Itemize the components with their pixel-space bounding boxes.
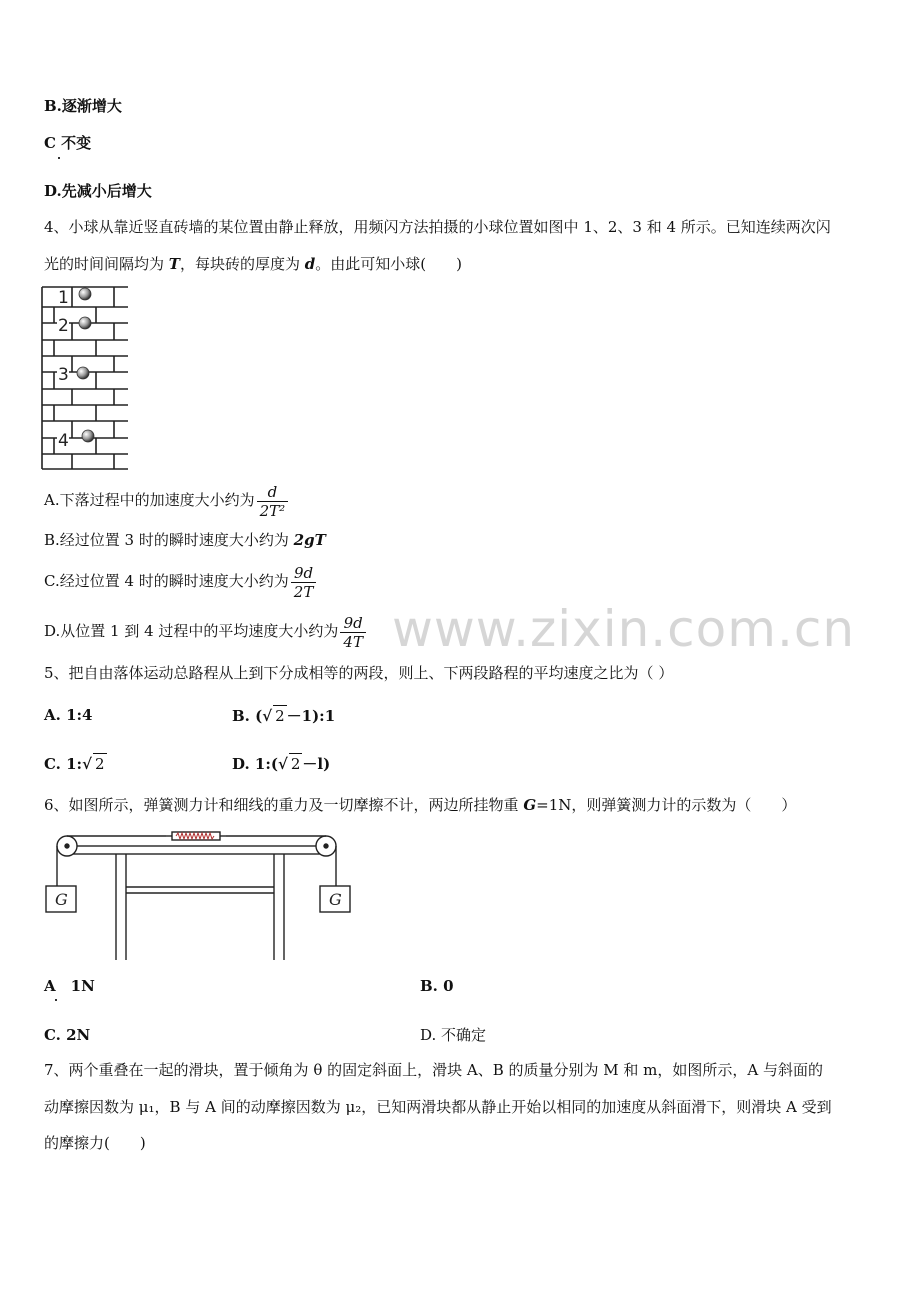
ball-position-1 [79,288,91,300]
q6-option-d: D. 不确定 [420,1026,487,1044]
fraction-c-num: 9d [291,564,317,583]
spring-scale-figure [44,830,354,960]
q5-option-a: A. 1:4 [44,706,93,724]
wall-label-3: 3 [58,365,69,385]
q6-stem-b: =1N，则弹簧测力计的示数为（ ） [536,796,797,814]
q5-option-b-post: －1):1 [286,707,336,725]
q5-option-d-post: －l) [302,755,331,773]
q5-option-c-pre: C. 1: [44,755,83,773]
ball-position-4 [82,430,94,442]
q6-stem [44,795,796,815]
ball-position-3 [77,367,89,379]
q7-stem-line3: 的摩擦力( ) [44,1134,146,1152]
q6-stem-G: G [523,796,537,814]
fraction-a-den: 2T² [259,501,286,520]
fraction-a [257,483,289,520]
q3-option-c: C 不变 [44,134,92,152]
q5-option-d-pre: D. 1:( [232,755,278,773]
q4-option-b-text: B.经过位置 3 时的瞬时速度大小约为 [44,531,294,549]
table-top [66,846,326,854]
q4-option-a-text: A.下落过程中的加速度大小约为 [44,491,255,509]
q3-option-b: B.逐渐增大 [44,97,122,115]
q6-option-c: C. 2N [44,1026,91,1044]
q4-option-b [44,530,326,550]
q4-stem-text-a: 光的时间间隔均为 [44,255,169,273]
fraction-d-den: 4T [343,632,363,651]
watermark: www.zixin.com.cn [392,600,856,658]
fraction-d [340,614,366,651]
q5-option-c-sqrt: 2 [94,755,105,773]
q6-option-b: B. 0 [420,977,454,995]
q5-option-d-sqrt: 2 [290,755,301,773]
wall-label-4: 4 [58,431,69,451]
weight-right-label: G [329,890,342,909]
brick-wall-figure [42,285,132,470]
stray-dot-2 [55,999,57,1001]
q6-option-a: A 1N [44,977,95,995]
q4-option-d [44,606,368,656]
ball-position-2 [79,317,91,329]
stray-dot [58,157,60,159]
q4-option-a [44,475,290,525]
wall-label-1: 1 [58,288,69,308]
fraction-c [291,564,317,601]
wall-label-2: 2 [58,316,69,336]
q5-option-b-sqrt: 2 [275,707,285,725]
q4-option-c-text: C.经过位置 4 时的瞬时速度大小约为 [44,572,289,590]
q4-stem-line1: 4、小球从靠近竖直砖墙的某位置由静止释放，用频闪方法拍摄的小球位置如图中 1、2、3 和 4 所示。已知连续两次闪 [44,218,831,236]
q7-stem-line1: 7、两个重叠在一起的滑块，置于倾角为 θ 的固定斜面上，滑块 A、B 的质量分别为 M 和 m，如图所示，A 与斜面的 [44,1061,823,1079]
fraction-c-den: 2T [293,582,314,601]
q4-stem-text-b: ，每块砖的厚度为 [179,255,305,273]
q5-option-d: D. 1:(√ 2 －l) [232,755,331,773]
q7-stem-line2: 动摩擦因数为 μ₁，B 与 A 间的动摩擦因数为 μ₂，已知两滑块都从静止开始以相同的加速度从斜面滑下，则滑块 A 受到 [44,1098,832,1116]
q4-stem-text-c: 。由此可知小球( ) [315,255,462,273]
q5-option-c: C. 1:√ 2 [44,755,105,773]
q6-stem-a: 6、如图所示，弹簧测力计和细线的重力及一切摩擦不计，两边所挂物重 [44,796,524,814]
q5-option-b: B. (√ 2 －1):1 [232,707,336,725]
q4-stem-line2 [44,254,462,274]
q5-option-b-pre: B. ( [232,707,263,725]
q4-option-d-text: D.从位置 1 到 4 过程中的平均速度大小约为 [44,622,339,640]
q4-var-T: T [168,255,180,273]
weight-left-label: G [55,890,68,909]
fraction-a-num: d [257,483,289,502]
q5-stem: 5、把自由落体运动总路程从上到下分成相等的两段，则上、下两段路程的平均速度之比为（ ） [44,664,674,682]
q4-option-c [44,556,318,606]
q4-var-d: d [304,255,316,273]
q3-option-d: D.先减小后增大 [44,182,152,200]
q4-option-b-val: 2gT [293,531,326,549]
fraction-d-num: 9d [340,614,366,633]
